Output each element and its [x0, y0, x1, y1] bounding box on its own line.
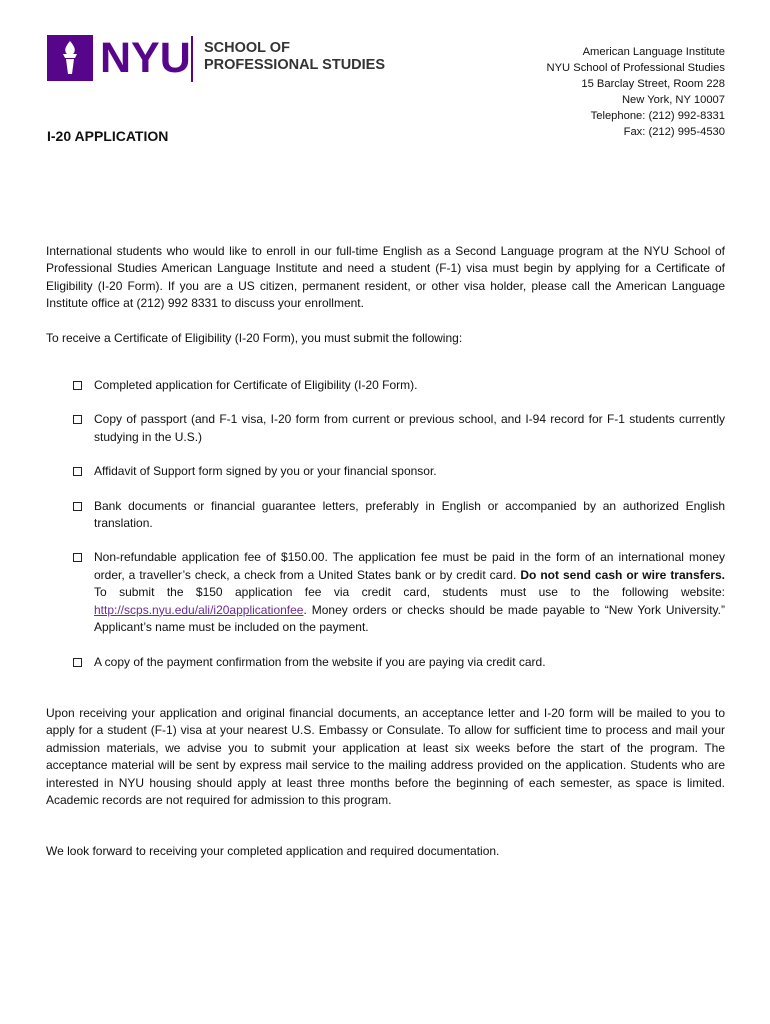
- requirements-intro: To receive a Certificate of Eligibility (I-20 Form), you must submit the following:: [46, 330, 463, 345]
- address-telephone: Telephone: (212) 992-8331: [590, 110, 725, 122]
- school-name-line1: SCHOOL OF: [204, 40, 290, 56]
- checkbox[interactable]: [73, 553, 82, 562]
- intro-paragraph: International students who would like to enroll in our full-time English as a Second Language program at the NYU School of Professional Studies American Language Institute and need a student (F-1) visa must begin by applying for a Certificate of Eligibility (I-20 Form). If you are a US citizen, permanent resident, or other visa holder, please call the American Language Institute office at (212) 992 8331 to discuss your enrollment.: [46, 244, 725, 311]
- checklist-item-text: Copy of passport (and F-1 visa, I-20 form from current or previous school, and I-94 record for F-1 students currently studying in the U.S.): [94, 412, 725, 444]
- torch-icon: [55, 39, 85, 77]
- logo-divider: [191, 36, 193, 82]
- checklist-item-text: Completed application for Certificate of Eligibility (I-20 Form).: [94, 378, 418, 393]
- checkbox[interactable]: [73, 467, 82, 476]
- checklist-item: [46, 463, 725, 480]
- nyu-logo-text: NYU: [100, 34, 191, 82]
- checklist-item: [46, 549, 725, 636]
- address-line1: American Language Institute: [582, 46, 725, 58]
- fee-text-a: Non-refundable application fee of $150.00. The application fee must be paid in the form of an international money order, a traveller’s check, a check from a United States bank or by credit card.: [94, 550, 725, 582]
- address-line4: New York, NY 10007: [621, 94, 725, 106]
- checkbox[interactable]: [73, 658, 82, 667]
- address-block: [485, 44, 725, 140]
- checklist-item: [46, 411, 725, 446]
- fee-payment-link[interactable]: http://scps.nyu.edu/ali/i20applicationfee: [94, 602, 304, 617]
- checkbox[interactable]: [73, 502, 82, 511]
- checklist-item: [46, 498, 725, 533]
- fee-text-c: . Money orders or checks should be made payable to “New York University.” Applicant’s name must be included on the payment.: [94, 602, 725, 635]
- fax-number: (212) 995-4530: [648, 126, 725, 138]
- checklist-item-text: A copy of the payment confirmation from the website if you are paying via credit card.: [94, 654, 546, 669]
- school-name: [204, 40, 385, 74]
- address-line2: NYU School of Professional Studies: [546, 62, 725, 74]
- address-fax: [485, 124, 725, 140]
- page-title: I-20 APPLICATION: [47, 128, 169, 144]
- fee-warning: Do not send cash or wire transfers.: [520, 567, 726, 582]
- checklist-item-text: [94, 549, 725, 636]
- checkbox[interactable]: [73, 381, 82, 390]
- nyu-torch-logo-icon: [47, 35, 93, 81]
- school-name-line2: PROFESSIONAL STUDIES: [204, 57, 386, 73]
- address-line3: 15 Barclay Street, Room 228: [581, 78, 725, 90]
- document-body: [46, 243, 725, 861]
- checklist-item: [46, 654, 725, 671]
- checklist-item-text: Affidavit of Support form signed by you or your financial sponsor.: [94, 464, 437, 479]
- closing-paragraph: We look forward to receiving your completed application and required documentation.: [46, 844, 500, 859]
- checklist-item-text: Bank documents or financial guarantee letters, preferably in English or accompanied by an authorized English translation.: [94, 498, 725, 531]
- upon-receiving-paragraph: Upon receiving your application and original financial documents, an acceptance letter and I-20 form will be mailed to you to apply for a student (F-1) visa at your nearest U.S. Embassy or Consulate. To allow for sufficient time to process and mail your admission materials, we advise you to submit your application at least six weeks before the start of the program. The acceptance material will be sent by express mail service to the mailing address provided on the application. Students who are interested in NYU housing should apply at least three months before the beginning of each semester, as space is limited. Academic records are not required for admission to this program.: [46, 705, 725, 807]
- fee-text-b: To submit the $150 application fee via credit card, students must use to the following website:: [94, 585, 725, 600]
- requirements-checklist: [46, 377, 725, 671]
- fax-label: Fax:: [623, 126, 646, 138]
- checkbox[interactable]: [73, 415, 82, 424]
- checklist-item: [46, 377, 725, 394]
